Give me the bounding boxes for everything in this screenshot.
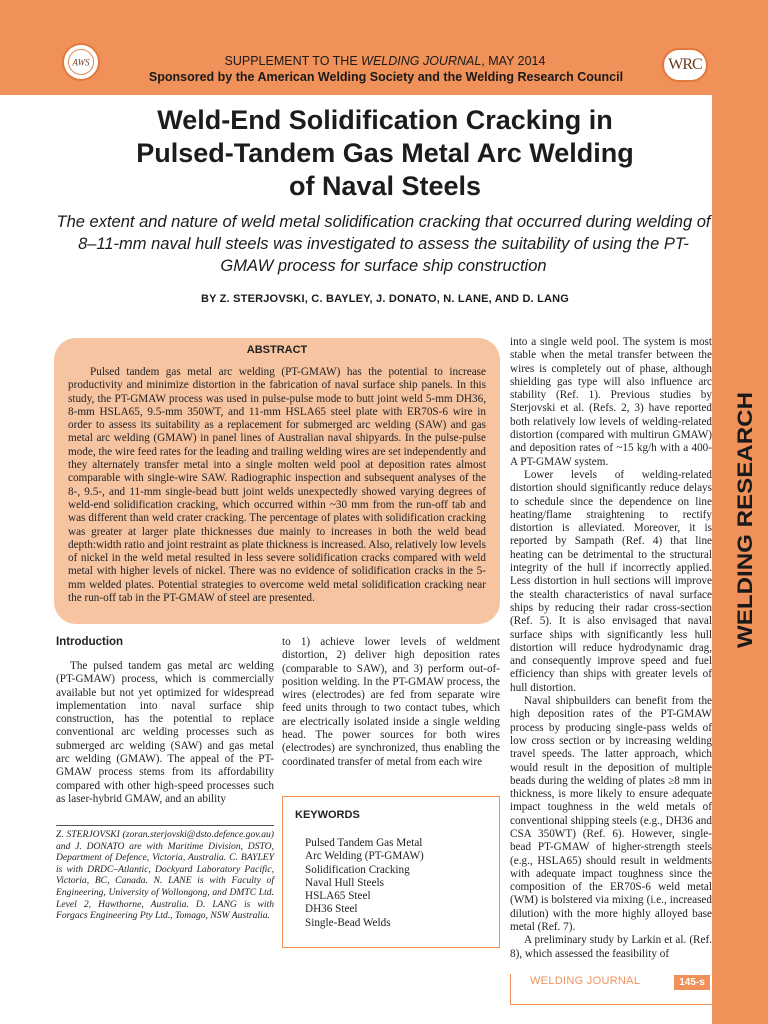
introduction-continued xyxy=(282,636,500,769)
affiliation-divider xyxy=(56,825,274,826)
title-line: Pulsed-Tandem Gas Metal Arc Welding xyxy=(136,138,634,168)
keyword-item: Naval Hull Steels xyxy=(305,876,384,889)
paragraph: A preliminary study by Larkin et al. (Ref. 8), which assessed the feasibility of xyxy=(510,934,712,960)
wrc-logo-icon xyxy=(662,48,708,82)
keyword-item: Arc Welding (PT-GMAW) xyxy=(305,850,424,863)
supplement-line xyxy=(120,54,650,68)
wrc-logo-text: WRC xyxy=(668,56,702,73)
title-line: of Naval Steels xyxy=(288,171,482,201)
abstract-heading: ABSTRACT xyxy=(246,344,308,356)
keyword-item: DH36 Steel xyxy=(305,903,358,916)
paragraph: Lower levels of welding-related distortion should significantly reduce delays to schedule since the dependence on line heating/flame straightening to rectify distortion is alleviated. Moreover, it is reported by Sampath (Ref. 4) that line heating can be detrimental to the structural integrity of the hull if incorrectly applied. Less distortion in hull sections will improve the stealth characteristics of naval surface ships by reducing their radar cross-section (Ref. 5). It is also envisaged that naval surface ships with significantly less hull distortion will reduce hydrodynamic drag, and consequently improve speed and fuel efficiency than ships with greater levels of hull distortion. xyxy=(510,468,712,694)
title-line: Weld-End Solidification Cracking in xyxy=(157,105,613,135)
author-line: BY Z. STERJOVSKI, C. BAYLEY, J. DONATO, N. LANE, AND D. LANG xyxy=(200,293,570,305)
keyword-item: Solidification Cracking xyxy=(305,863,410,876)
footer-rule xyxy=(510,1004,712,1005)
sponsor-line: Sponsored by the American Welding Society and the Welding Research Council xyxy=(148,70,624,84)
paragraph: The pulsed tandem gas metal arc welding (PT-GMAW) process, which is commercially available but not yet optimized for widespread implementation into naval surface ship construction, has the potential to replace conventional arc welding processes such as submerged arc welding (SAW) and gas metal arc welding (GMAW). The appeal of the PT-GMAW process stems from its affordability compared with other high-speed processes such as laser-hybrid GMAW, and an ability xyxy=(56,660,274,805)
article-title xyxy=(60,104,710,203)
introduction-heading: Introduction xyxy=(56,636,124,648)
journal-name: WELDING JOURNAL xyxy=(361,54,482,68)
paragraph: into a single weld pool. The system is most stable when the metal transfer between the wires is completely out of phase, although shielding gas type will also influence arc stability (Ref. 1). Previous studies by Sterjovski et al. (Refs. 2, 3) have reported both relatively low levels of welding-related distortion (compared with multirun GMAW) and deposition rates of ~15 kg/h with a 400-A PT-GMAW system. xyxy=(510,336,712,468)
right-column-text xyxy=(510,336,712,961)
supplement-prefix: SUPPLEMENT TO THE xyxy=(224,54,362,68)
sidebar-label-text: WELDING RESEARCH xyxy=(734,425,757,648)
keyword-item: HSLA65 Steel xyxy=(305,890,371,903)
keyword-item: Pulsed Tandem Gas Metal xyxy=(305,837,423,849)
introduction-text xyxy=(56,660,274,806)
aws-logo-icon xyxy=(62,43,100,81)
keyword-item: Single-Bead Welds xyxy=(305,916,391,929)
abstract-body: Pulsed tandem gas metal arc welding (PT-GMAW) has the potential to increase productivity and minimize distortion in the fabrication of naval surface ship panels. In this study, the PT-GMAW process was used in pulse-pulse mode to butt joint weld 5-mm DH36, 8-mm HSLA65, 9.5-mm 350WT, and 11-mm HSLA65 steel plate with ER70S-6 wire in order to assess its suitability as a replacement for submerged arc welding (SAW) and gas metal arc welding (GMAW) in panel lines of Australian naval shipyards. In the pulse-pulse mode, the wire feed rates for the leading and trailing welding wires are set independently and they alternately transfer metal into a single molten weld pool at deposition rates almost comparable with single-wire SAW. Radiographic inspection and subsequent analyses of the 8-, 9.5-, and 11-mm single-bead butt joint welds unexpectedly showed varying degrees of weld-end solidification cracking, which occurred within ~30 mm from the run-off tab and was different than weld crater cracking. The percentage of plates with solidification cracking was greater at larger plate thicknesses due mainly to increases in both the weld bead depth:width ratio and joint restraint as plate thickness is increased. Also, relatively low levels of nickel in the weld metal resulted in less severe solidification cracks compared with weld metal with higher levels of nickel. There was no evidence of solidification cracks in the 5-mm welded plates. Potential strategies to overcome weld metal solidification cracking near the run-off tab in the PT-GMAW of steel are presented. xyxy=(68,366,486,605)
keywords-box xyxy=(282,796,500,948)
issue-date: , MAY 2014 xyxy=(481,54,546,68)
paragraph: Naval shipbuilders can benefit from the high deposition rates of the PT-GMAW process by producing single-pass welds of low cross section or by increasing welding travel speeds. The latter approach, which would result in the deposition of multiple beads during the welding of plates ≥8 mm in thickness, is more likely to ensure adequate impact toughness in the weld metals of conventional shipping steels (e.g., DH36 and CSA 350WT) (Ref. 6). However, single-bead PT-GMAW of higher-strength steels (e.g., HSLA65) should result in weldments with adequate impact toughness since the composition of the ER70S-6 weld metal (WM) is bolstered via mixing (i.e., increased dilution) with the more highly alloyed base metal (Ref. 7). xyxy=(510,695,712,934)
paragraph: to 1) achieve lower levels of weldment distortion, 2) deliver high deposition rates (comparable to SAW), and 3) perform out-of-position welding. In the PT-GMAW process, the wires (electrodes) are fed from separate wire feed units through to two contact tubes, which are electrically isolated inside a single welding head. The power sources for both wires (electrodes) are synchronized, thus enabling the coordinated transfer of metal from each wire xyxy=(282,636,500,768)
aws-logo-text: AWS xyxy=(72,57,90,68)
article-subtitle: The extent and nature of weld metal solidification cracking that occurred during welding of 8–11-mm naval hull steels was investigated to assess the suitability of using the PT-GMAW process for surface ship construction xyxy=(56,213,711,275)
author-affiliation: Z. STERJOVSKI (zoran.sterjovski@dsto.defence.gov.au) and J. DONATO are with Maritime Division, DSTO, Department of Defence, Victoria, Australia. C. BAYLEY is with DRDC–Atlantic, Dockyard Laboratory Pacific, Victoria, BC, Canada. N. LANE is with Faculty of Engineering, University of Wollongong, and DMTC Ltd. Level 2, Hawthorne, Australia. D. LANG is with Forgacs Engineering Pty Ltd., Tomago, NSW Australia. xyxy=(56,829,274,922)
page-number: 145-s xyxy=(674,975,710,990)
footer-journal-name: WELDING JOURNAL xyxy=(530,975,641,987)
sidebar-label xyxy=(722,390,762,650)
abstract-box xyxy=(54,338,500,624)
keywords-heading: KEYWORDS xyxy=(295,809,360,821)
footer-rule-vertical xyxy=(510,974,511,1004)
